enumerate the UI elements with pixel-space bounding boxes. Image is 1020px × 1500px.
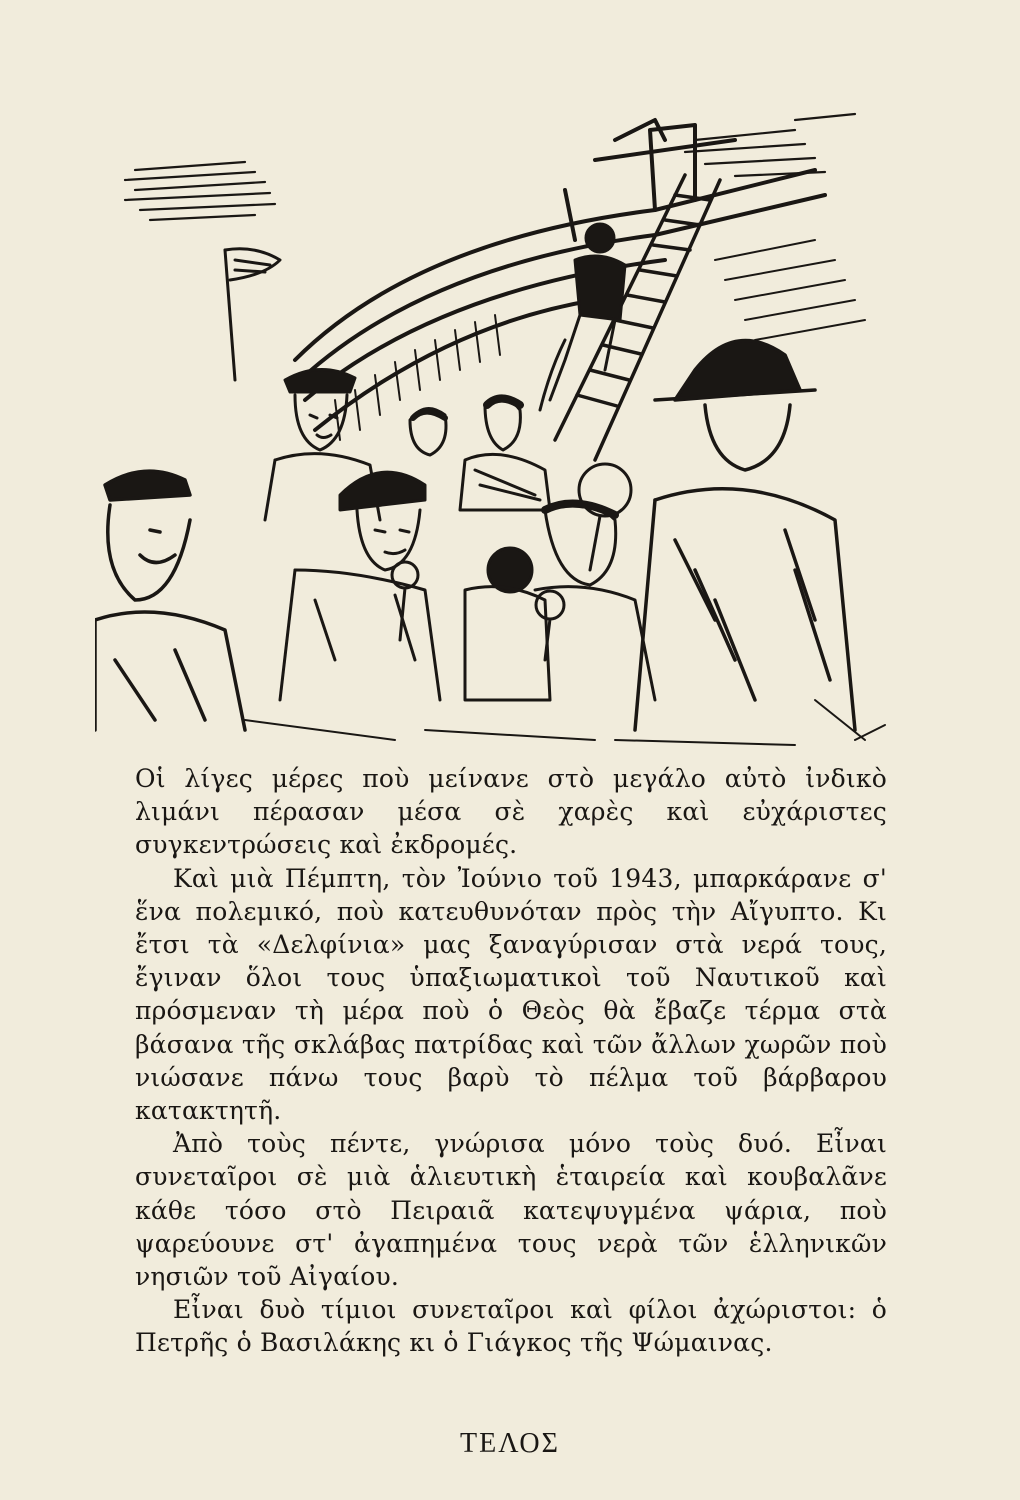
woman-with-microphone bbox=[535, 464, 655, 700]
man-with-hat bbox=[280, 472, 440, 700]
end-mark: ΤΕΛΟΣ bbox=[460, 1428, 560, 1459]
flag bbox=[225, 249, 280, 380]
ground-shading bbox=[245, 700, 885, 745]
paragraph-2: Καὶ μιὰ Πέμπτη, τὸν Ἰούνιο τοῦ 1943, μπαρκάρανε σ' ἕνα πολεμικό, ποὺ κατευθυνόταν πρὸς τὴν Αἴγυπτο. Κι ἔτσι τὰ «Δελφίνια» μας ξαναγύρισαν στὰ νερά τους, ἔγιναν ὅλοι τους ὑπαξιωματικοὶ τοῦ Ναυτικοῦ καὶ πρόσμεναν τὴ μέρα ποὺ ὁ Θεὸς θὰ ἔβαζε τέρμα στὰ βάσανα τῆς σκλάβας πατρίδας καὶ τῶν ἄλλων χωρῶν ποὺ νιώσανε πάνω τους βαρὺ τὸ πέλμα τοῦ βάρβαρου κατακτητῆ. bbox=[135, 863, 887, 1126]
reporter-with-microphone bbox=[392, 548, 564, 700]
story-text bbox=[135, 762, 887, 1360]
ship-boarding-illustration bbox=[95, 100, 895, 760]
man-with-fedora bbox=[635, 341, 855, 730]
children-figures bbox=[410, 399, 550, 511]
paragraph-1: Οἱ λίγες μέρες ποὺ μείνανε στὸ μεγάλο αὐτὸ ἰνδικὸ λιμάνι πέρασαν μέσα σὲ χαρὲς καὶ εὐχάριστες συγκεντρώσεις καὶ ἐκδρομές. bbox=[135, 764, 887, 860]
paragraph-3: Ἀπὸ τοὺς πέντε, γνώρισα μόνο τοὺς δυό. Εἶναι συνεταῖροι σὲ μιὰ ἁλιευτικὴ ἑταιρεία καὶ κουβαλᾶνε κάθε τόσο στὸ Πειραιᾶ κατεψυγμένα ψάρια, ποὺ ψαρεύουνε στ' ἀγαπημένα τους νερὰ τῶν ἑλληνικῶν νησιῶν τοῦ Αἰγαίου. bbox=[135, 1129, 887, 1292]
sky-hatching bbox=[125, 114, 855, 220]
paragraph-4: Εἶναι δυὸ τίμιοι συνεταῖροι καὶ φίλοι ἀχώριστοι: ὁ Πετρῆς ὁ Βασιλάκης κι ὁ Γιάγκος τῆς Ψώμαινας. bbox=[135, 1295, 887, 1358]
sailor-left bbox=[95, 471, 245, 730]
